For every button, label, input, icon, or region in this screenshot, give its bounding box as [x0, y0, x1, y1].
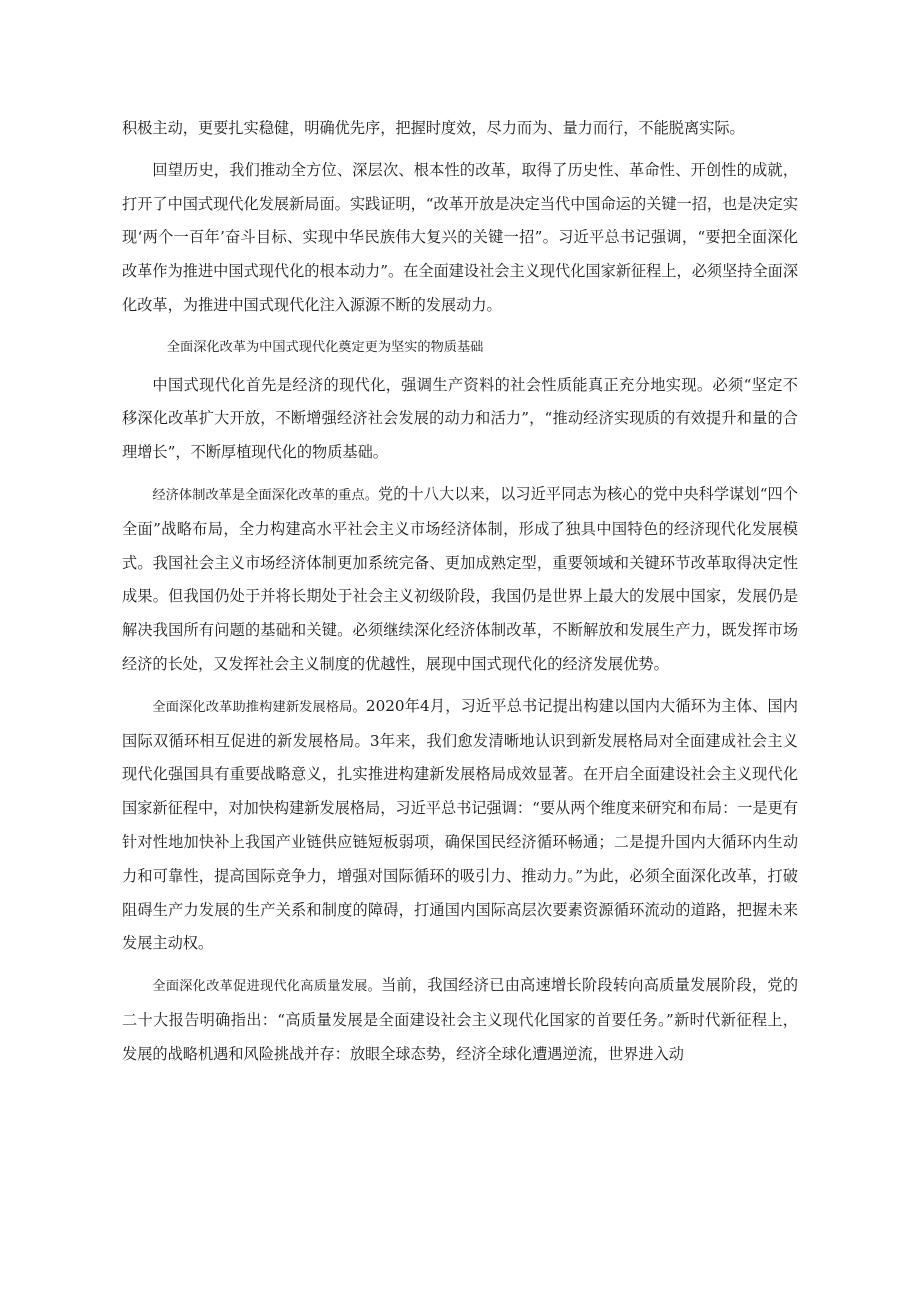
paragraph-text: 积极主动，更要扎实稳健，明确优先序，把握时度效，尽力而为、量力而行，不能脱离实际。 — [122, 119, 745, 137]
paragraph-2 — [122, 154, 798, 323]
paragraph-1 — [122, 112, 798, 146]
paragraph-text: 回望历史，我们推动全方位、深层次、根本性的改革，取得了历史性、革命性、开创性的成就，打开了中国式现代化发展新局面。实践证明，“改革开放是决定当代中国命运的关键一招，也是决定实现‘两个一百年’奋斗目标、实现中华民族伟大复兴的关键一招”。习近平总书记强调，“要把全面深化改革作为推进中国式现代化的根本动力”。在全面建设社会主义现代化国家新征程上，必须坚持全面深化改革，为推进中国式现代化注入源源不断的发展动力。 — [122, 160, 799, 314]
paragraph-6 — [122, 969, 798, 1071]
paragraph-4 — [122, 478, 798, 682]
paragraph-text: 党的十八大以来，以习近平同志为核心的党中央科学谋划“四个全面”战略布局，全力构建高水平社会主义市场经济体制，形成了独具中国特色的经济现代化发展模式。我国社会主义市场经济体制更加系统完备、更加成熟定型，重要领域和关键环节改革取得决定性成果。但我国仍处于并将长期处于社会主义初级阶段，我国仍是世界上最大的发展中国家，发展仍是解决我国所有问题的基础和关键。必须继续深化经济体制改革，不断解放和发展生产力，既发挥市场经济的长处，又发挥社会主义制度的优越性，展现中国式现代化的经济发展优势。 — [122, 484, 799, 673]
paragraph-text: 当前，我国经济已由高速增长阶段转向高质量发展阶段，党的二十大报告明确指出：“高质量发展是全面建设社会主义现代化国家的首要任务。”新时代新征程上，发展的战略机遇和风险挑战并存：放眼全球态势，经济全球化遭遇逆流，世界进入动 — [122, 976, 799, 1063]
section-heading — [122, 331, 798, 365]
paragraph-lead-sentence: 经济体制改革是全面深化改革的重点。 — [152, 487, 378, 503]
paragraph-3 — [122, 369, 798, 470]
paragraph-lead-sentence: 全面深化改革助推构建新发展格局。 — [152, 699, 366, 715]
paragraph-text: 中国式现代化首先是经济的现代化，强调生产资料的社会性质能真正充分地实现。必须“坚定不移深化改革扩大开放，不断增强经济社会发展的动力和活力”，“推动经济实现质的有效提升和量的合理增长”，不断厚植现代化的物质基础。 — [122, 375, 798, 462]
paragraph-lead-sentence: 全面深化改革促进现代化高质量发展。 — [152, 979, 382, 995]
paragraph-5 — [122, 690, 798, 961]
document-body — [122, 112, 798, 1080]
paragraph-text: 2020年4月，习近平总书记提出构建以国内大循环为主体、国内国际双循环相互促进的新发展格局。3年来，我们愈发清晰地认识到新发展格局对全面建成社会主义现代化强国具有重要战略意义，扎实推进构建新发展格局成效显著。在开启全面建设社会主义现代化国家新征程中，对加快构建新发展格局，习近平总书记强调：“要从两个维度来研究和布局：一是更有针对性地加快补上我国产业链供应链短板弱项，确保国民经济循环畅通；二是提升国内大循环内生动力和可靠性，提高国际竞争力，增强对国际循环的吸引力、推动力。”为此，必须全面深化改革，打破阻碍生产力发展的生产关系和制度的障碍，打通国内国际高层次要素资源循环流动的道路，把握未来发展主动权。 — [122, 696, 799, 953]
section-heading-text: 全面深化改革为中国式现代化奠定更为坚实的物质基础 — [166, 339, 484, 355]
